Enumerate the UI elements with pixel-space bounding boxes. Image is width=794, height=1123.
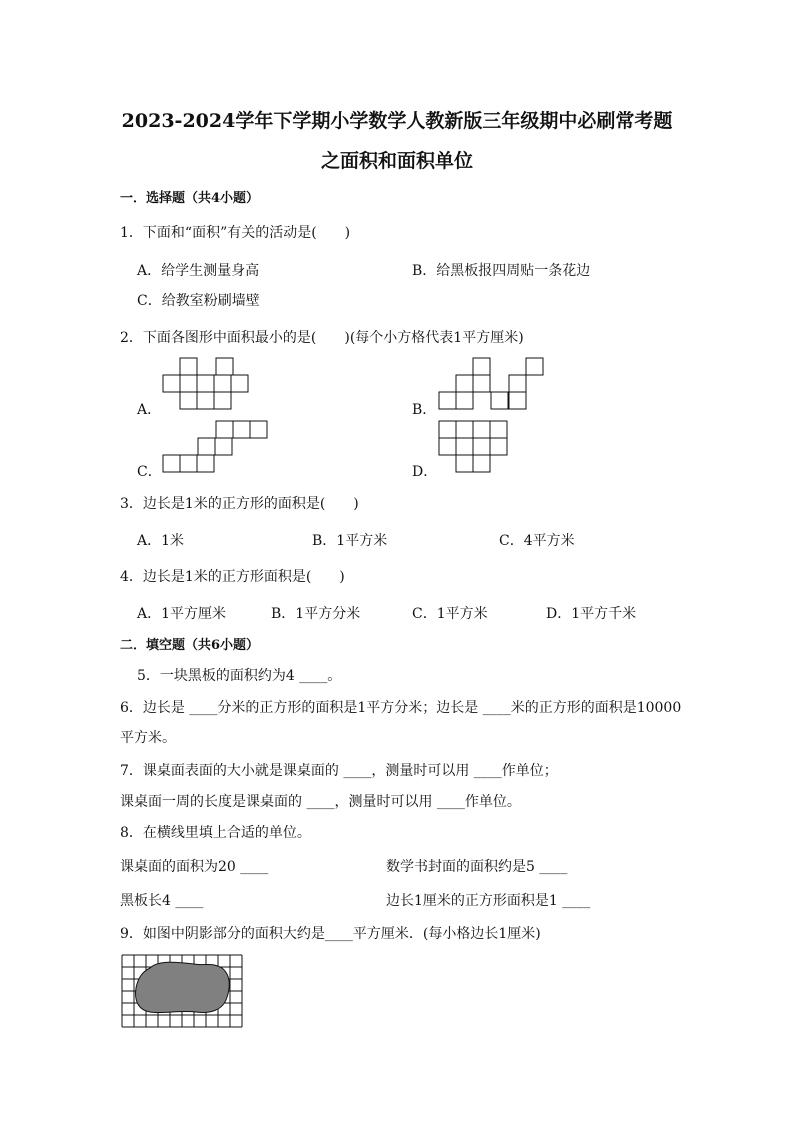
question-6-line1: 6．边长是 ____分米的正方形的面积是1平方分米；边长是 ____米的正方形的面积是10000 xyxy=(120,700,682,716)
question-1-option-c[interactable]: C．给教室粉刷墙壁 xyxy=(137,293,260,309)
question-8-item-book: 数学书封面的面积约是5 ____ xyxy=(386,859,568,875)
question-7-line1: 7．课桌面表面的大小就是课桌面的 ____，测量时可以用 ____作单位； xyxy=(120,763,558,779)
section-heading-fill-in: 二．填空题（共6小题） xyxy=(120,638,260,653)
question-3-option-b[interactable]: B．1平方米 xyxy=(312,533,388,549)
question-2-option-d[interactable]: D． xyxy=(412,464,438,480)
question-2-option-b[interactable]: B． xyxy=(412,402,437,418)
shaded-region xyxy=(136,962,230,1012)
question-1-option-a[interactable]: A．给学生测量身高 xyxy=(137,263,260,279)
question-8-item-desk: 课桌面的面积为20 ____ xyxy=(120,859,269,875)
question-8-item-square: 边长1厘米的正方形面积是1 ____ xyxy=(386,893,591,909)
question-3-option-a[interactable]: A．1米 xyxy=(137,533,185,549)
question-4-option-b[interactable]: B．1平方分米 xyxy=(271,606,361,622)
question-4-option-d[interactable]: D．1平方千米 xyxy=(546,606,637,622)
question-1-text: 1．下面和“面积”有关的活动是( ) xyxy=(120,225,351,241)
question-7-line2: 课桌面一周的长度是课桌面的 ____，测量时可以用 ____作单位。 xyxy=(120,794,521,810)
question-6-line2: 平方米。 xyxy=(120,730,176,746)
question-8-text: 8．在横线里填上合适的单位。 xyxy=(120,825,311,841)
document-title-line2: 之面积和面积单位 xyxy=(320,150,473,172)
document-title-line1: 2023-2024学年下学期小学数学人教新版三年级期中必刷常考题 xyxy=(121,110,673,132)
question-4-option-a[interactable]: A．1平方厘米 xyxy=(137,606,227,622)
question-9-text: 9．如图中阴影部分的面积大约是____平方厘米．(每小格边长1厘米) xyxy=(120,926,541,942)
question-4-option-c[interactable]: C．1平方米 xyxy=(412,606,488,622)
question-5-text: 5．一块黑板的面积约为4 ____。 xyxy=(137,668,342,684)
question-2-option-c[interactable]: C． xyxy=(137,464,162,480)
question-3-text: 3．边长是1米的正方形的面积是( ) xyxy=(120,496,359,512)
section-heading-choice: 一．选择题（共4小题） xyxy=(120,191,260,206)
question-4-text: 4．边长是1米的正方形面积是( ) xyxy=(120,569,345,585)
question-3-option-c[interactable]: C．4平方米 xyxy=(499,533,575,549)
question-8-item-blackboard: 黑板长4 ____ xyxy=(120,893,204,909)
question-2-option-a[interactable]: A． xyxy=(137,402,162,418)
question-2-text: 2．下面各图形中面积最小的是( )(每个小方格代表1平方厘米) xyxy=(120,330,524,346)
question-1-option-b[interactable]: B．给黑板报四周贴一条花边 xyxy=(412,263,591,279)
